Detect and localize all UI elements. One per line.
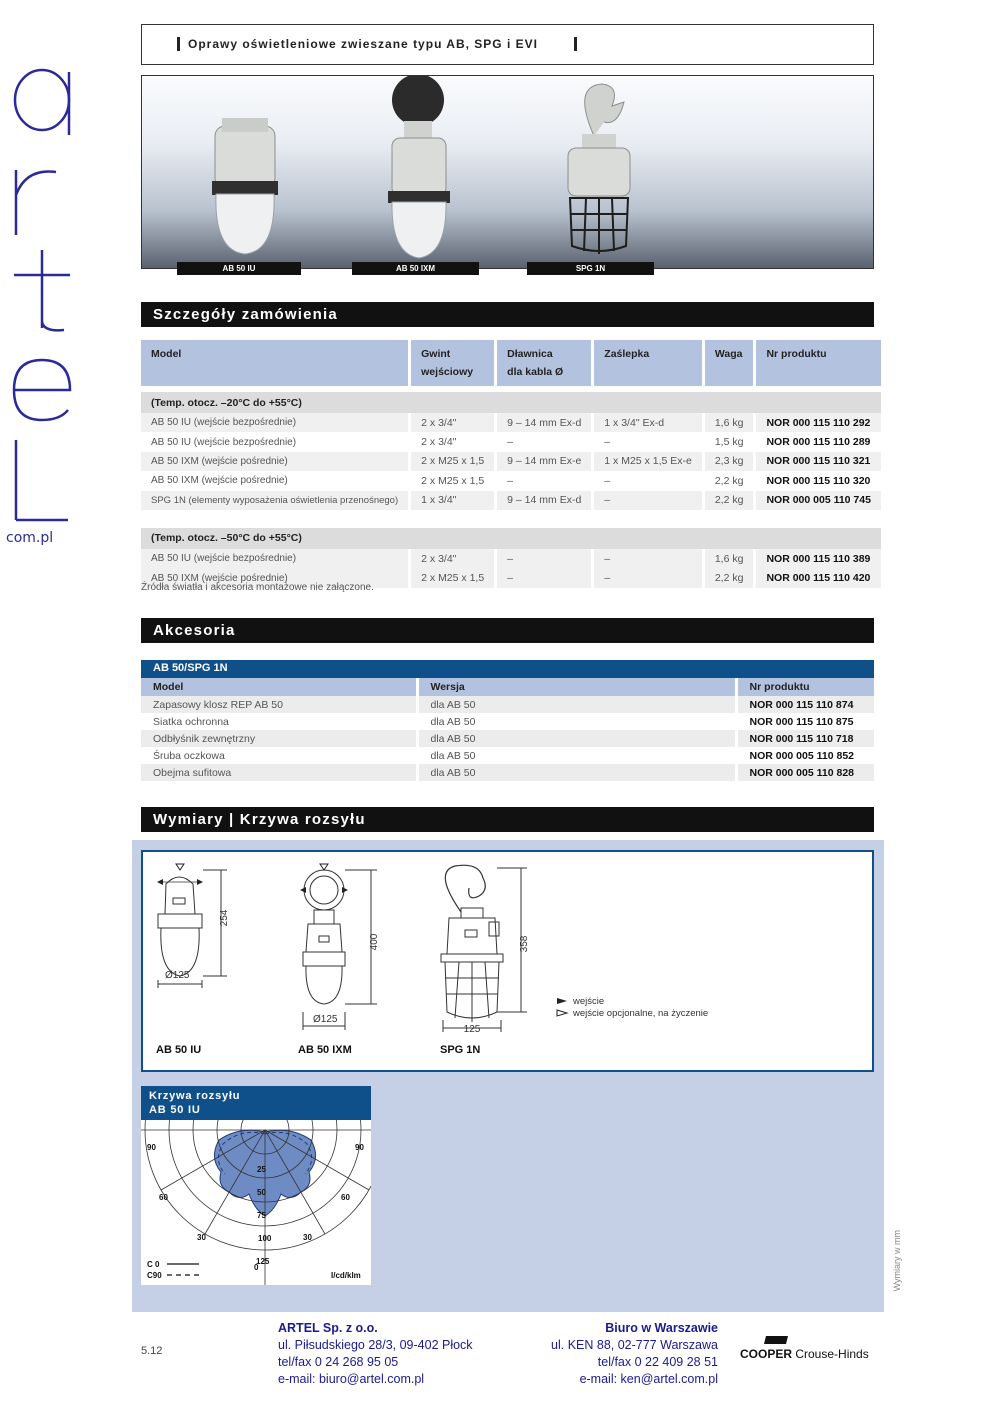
- order-table-header: [141, 340, 881, 386]
- order-section-title: Szczegóły zamówienia: [153, 306, 338, 323]
- company-email[interactable]: e-mail: biuro@artel.com.pl: [278, 1372, 425, 1386]
- table-row: Siatka ochronna dla AB 50 NOR 000 115 110 875: [141, 713, 874, 730]
- legend-entry-text: wejście: [573, 996, 605, 1007]
- angle-label-90-left: 90: [147, 1143, 156, 1152]
- photo-caption-spg1n: SPG 1N: [527, 262, 654, 275]
- page-title-box: [141, 24, 874, 65]
- product-photo: [141, 75, 874, 269]
- radius-label-75: 75: [257, 1211, 266, 1220]
- table-row: AB 50 IU (wejście bezpośrednie) 2 x 3/4" – – 1,6 kg NOR 000 115 110 389: [141, 549, 881, 568]
- table-row: AB 50 IXM (wejście pośrednie) 2 x M25 x 1,5 – – 2,2 kg NOR 000 115 110 420: [141, 568, 881, 587]
- order-note: Źródła światła i akcesoria montażowe nie załączone.: [141, 582, 374, 593]
- photo-caption-ab50ixm: AB 50 IXM: [352, 262, 479, 275]
- col-header-weight: Waga: [703, 340, 755, 386]
- curve-unit-label: I/cd/klm: [331, 1271, 361, 1280]
- luminaires-illustration: [142, 76, 874, 269]
- office-email[interactable]: e-mail: ken@artel.com.pl: [579, 1372, 718, 1386]
- col-header-gland: Dławnica dla kabla Ø: [496, 340, 593, 386]
- accessories-table: [141, 678, 874, 781]
- accessories-section-header: [141, 618, 874, 643]
- acc-col-model: Model: [141, 678, 417, 696]
- accessories-group: AB 50/SPG 1N: [141, 660, 874, 678]
- angle-label-0: 0: [254, 1263, 259, 1272]
- address-head-office: [278, 1320, 473, 1388]
- angle-label-60-right: 60: [341, 1193, 350, 1202]
- col-header-thread: Gwint wejściowy: [410, 340, 496, 386]
- artel-logo: [4, 60, 80, 560]
- table-row: SPG 1N (elementy wyposażenia oświetlenia przenośnego) 1 x 3/4" 9 – 14 mm Ex-d – 2,2 kg NOR 000 005 110 745: [141, 491, 881, 510]
- dim-spg-height: 358: [519, 935, 530, 953]
- radius-label-100: 100: [258, 1234, 272, 1243]
- table-row: AB 50 IU (wejście bezpośrednie) 2 x 3/4" 9 – 14 mm Ex-d 1 x 3/4" Ex-d 1,6 kg NOR 000 115 110 292: [141, 413, 881, 432]
- company-street: ul. Piłsudskiego 28/3, 09-402 Płock: [278, 1338, 473, 1352]
- angle-label-30-left: 30: [197, 1233, 206, 1242]
- title-bar-right: [574, 37, 577, 51]
- page-number: 5.12: [141, 1345, 163, 1357]
- order-section-header: [141, 302, 874, 327]
- col-header-product-no: Nr produktu: [755, 340, 881, 386]
- logo-domain: com.pl: [6, 530, 54, 546]
- order-table: [141, 340, 881, 588]
- distribution-curve-panel: [141, 1086, 371, 1285]
- table-row: AB 50 IU (wejście bezpośrednie) 2 x 3/4" – – 1,5 kg NOR 000 115 110 289: [141, 432, 881, 451]
- legend-c0-label: C 0: [147, 1260, 160, 1269]
- order-group-2: (Temp. otocz. –50°C do +55°C): [141, 528, 881, 549]
- company-phone: tel/fax 0 24 268 95 05: [278, 1355, 399, 1369]
- acc-col-version: Wersja: [417, 678, 736, 696]
- table-row: AB 50 IXM (wejście pośrednie) 2 x M25 x 1,5 9 – 14 mm Ex-e 1 x M25 x 1,5 Ex-e 2,3 kg NOR 000 115 110 321: [141, 452, 881, 471]
- radius-label-25: 25: [257, 1165, 266, 1174]
- dim-ab50ixm-width: Ø125: [313, 1014, 338, 1025]
- legend-optional-entry-text: wejście opcjonalne, na życzenie: [573, 1008, 709, 1019]
- curve-title: Krzywa rozsyłu: [149, 1090, 241, 1102]
- dim-ab50iu-width: Ø125: [165, 970, 190, 981]
- radius-label-125: 125: [256, 1257, 270, 1266]
- drawing-label-ab50iu: AB 50 IU: [156, 1044, 202, 1056]
- polar-diagram: [141, 1120, 371, 1285]
- order-group-1: (Temp. otocz. –20°C do +55°C): [141, 392, 881, 413]
- acc-col-product-no: Nr produktu: [736, 678, 874, 696]
- title-bar-left: [177, 37, 180, 51]
- radius-label-50: 50: [257, 1188, 266, 1197]
- office-name: Biuro w Warszawie: [605, 1321, 718, 1335]
- units-note: Wymiary w mm: [892, 1230, 902, 1292]
- table-row: Odbłyśnik zewnętrzny dla AB 50 NOR 000 115 110 718: [141, 730, 874, 747]
- angle-label-90-right: 90: [355, 1143, 364, 1152]
- col-header-model: Model: [141, 340, 410, 386]
- drawing-label-ab50ixm: AB 50 IXM: [298, 1044, 352, 1056]
- page-title: Oprawy oświetleniowe zwieszane typu AB, SPG i EVI: [188, 37, 538, 51]
- dim-ab50ixm-height: 400: [369, 933, 380, 951]
- cooper-crouse-hinds-logo: [740, 1334, 880, 1364]
- entry-filled-arrow-icon: [557, 998, 567, 1004]
- ab50ixm-lamp: [388, 76, 450, 258]
- office-street: ul. KEN 88, 02-777 Warszawa: [551, 1338, 718, 1352]
- angle-label-30-right: 30: [303, 1233, 312, 1242]
- dim-ab50iu-height: 254: [219, 909, 230, 927]
- dimensions-section-title: Wymiary | Krzywa rozsyłu: [153, 811, 366, 828]
- address-warsaw-office: [520, 1320, 718, 1388]
- angle-label-60-left: 60: [159, 1193, 168, 1202]
- ab50iu-lamp: [212, 118, 278, 254]
- table-row: Śruba oczkowa dla AB 50 NOR 000 005 110 852: [141, 747, 874, 764]
- table-row: AB 50 IXM (wejście pośrednie) 2 x M25 x 1,5 – – 2,2 kg NOR 000 115 110 320: [141, 471, 881, 490]
- company-name: ARTEL Sp. z o.o.: [278, 1321, 378, 1335]
- curve-subtitle: AB 50 IU: [149, 1104, 201, 1116]
- cooper-logo-text: COOPER Crouse-Hinds: [740, 1347, 869, 1361]
- table-row: Obejma sufitowa dla AB 50 NOR 000 005 110 828: [141, 764, 874, 781]
- entry-outline-arrow-icon: [557, 1010, 567, 1016]
- accessories-header: [141, 678, 874, 696]
- cooper-logo-mark-icon: [764, 1336, 788, 1344]
- accessories-section-title: Akcesoria: [153, 622, 236, 639]
- table-row: Zapasowy klosz REP AB 50 dla AB 50 NOR 000 115 110 874: [141, 696, 874, 713]
- dimension-drawings: [141, 850, 874, 1072]
- dimension-drawings-svg: [143, 852, 872, 1070]
- legend-c90-label: C90: [147, 1271, 162, 1280]
- spg1n-lamp: [568, 84, 630, 254]
- dim-spg-width: 125: [463, 1024, 481, 1035]
- drawing-label-spg1n: SPG 1N: [440, 1044, 481, 1056]
- photo-caption-ab50iu: AB 50 IU: [177, 262, 301, 275]
- col-header-plug: Zaślepka: [593, 340, 704, 386]
- dimensions-section-header: [141, 807, 874, 832]
- curve-header: [141, 1086, 371, 1120]
- office-phone: tel/fax 0 22 409 28 51: [597, 1355, 718, 1369]
